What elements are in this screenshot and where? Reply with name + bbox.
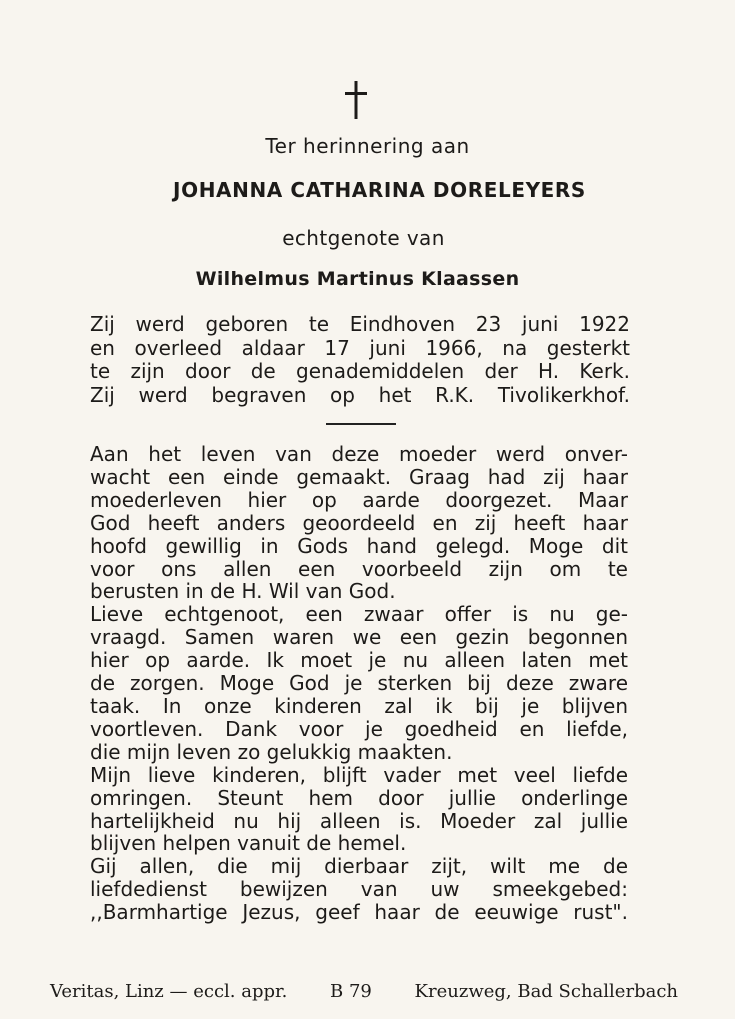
text-line: omringen. Steunt hem door jullie onderlinge	[90, 785, 628, 810]
divider	[326, 423, 396, 425]
card-code: B 79	[330, 981, 372, 1002]
spouse-name: Wilhelmus Martinus Klaassen	[195, 268, 520, 290]
text-line: hier op aarde. Ik moet je nu alleen laten met	[90, 648, 628, 673]
memorial-text	[90, 443, 628, 924]
card-series: Kreuzweg, Bad Schallerbach	[414, 981, 678, 1002]
bio-line: en overleed aldaar 17 juni 1966, na gesterkt	[90, 335, 630, 360]
text-line: God heeft anders geoordeeld en zij heeft haar	[90, 510, 628, 535]
deceased-name: JOHANNA CATHARINA DORELEYERS	[173, 178, 586, 202]
text-line: die mijn leven zo gelukkig maakten.	[90, 739, 453, 764]
spouse-relation: echtgenote van	[282, 226, 445, 250]
text-line: Lieve echtgenoot, een zwaar offer is nu ge-	[90, 602, 628, 627]
text-line: moederleven hier op aarde doorgezet. Maar	[90, 487, 628, 512]
text-line: de zorgen. Moge God je sterken bij deze zware	[90, 671, 628, 696]
text-line: hartelijkheid nu hij alleen is. Moeder zal jullie	[90, 808, 628, 833]
text-line: voor ons allen een voorbeeld zijn om te	[90, 556, 628, 581]
printer-footer	[50, 981, 678, 1002]
text-line: ,,Barmhartige Jezus, geef haar de eeuwige rust".	[90, 900, 628, 925]
text-line: Gij allen, die mij dierbaar zijt, wilt me de	[90, 854, 628, 879]
text-line: liefdedienst bewijzen van uw smeekgebed:	[90, 877, 628, 902]
biography	[90, 313, 630, 407]
publisher: Veritas, Linz — eccl. appr.	[50, 981, 288, 1002]
text-line: Aan het leven van deze moeder werd onver-	[90, 442, 628, 466]
text-line: blijven helpen vanuit de hemel.	[90, 831, 407, 856]
bio-line: Zij werd geboren te Eindhoven 23 juni 1922	[90, 312, 630, 336]
text-line: berusten in de H. Wil van God.	[90, 579, 396, 604]
text-line: hoofd gewillig in Gods hand gelegd. Moge dit	[90, 533, 628, 558]
text-line: wacht een einde gemaakt. Graag had zij haar	[90, 464, 628, 489]
bio-line: te zijn door de genademiddelen der H. Kerk.	[90, 359, 630, 383]
cross-icon	[344, 80, 368, 120]
bio-line: Zij werd begraven op het R.K. Tivolikerkhof.	[90, 382, 630, 407]
text-line: voortleven. Dank voor je goedheid en liefde,	[90, 716, 628, 741]
text-line: taak. In onze kinderen zal ik bij je blijven	[90, 693, 628, 718]
intro-line: Ter herinnering aan	[265, 134, 470, 158]
text-line: Mijn lieve kinderen, blijft vader met veel liefde	[90, 762, 628, 787]
text-line: vraagd. Samen waren we een gezin begonnen	[90, 625, 628, 650]
